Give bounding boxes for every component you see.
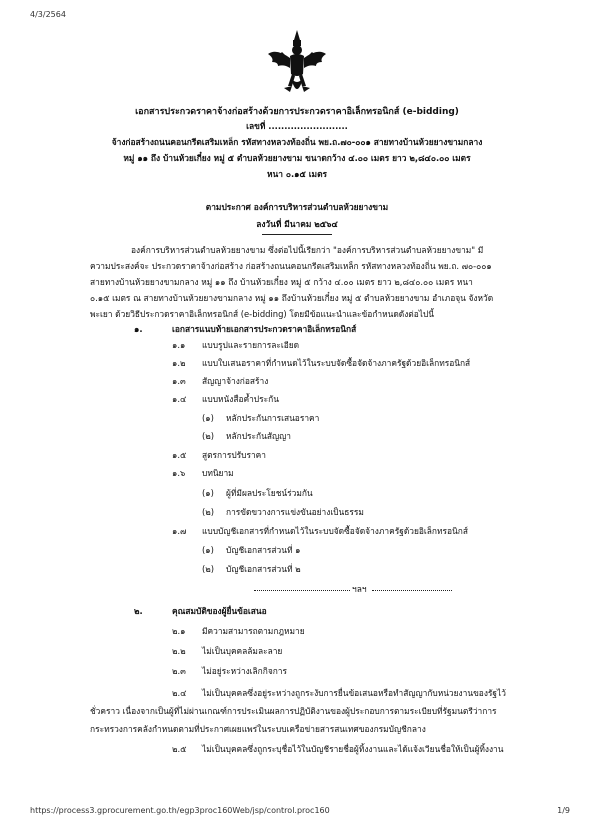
intro-line: ๐.๑๕ เมตร ณ สายทางบ้านห้วยยางขามกลาง หมู่ ๑๑ ถึงบ้านห้วยเกี๋ยง หมู่ ๕ ตำบลห้วยยางขาม อำเภอจุน จังหวัด: [90, 293, 494, 303]
item-number: ๒.๕: [172, 744, 187, 754]
subitem-text: หลักประกันการเสนอราคา: [226, 413, 320, 423]
item-number: ๑.๗: [172, 526, 187, 536]
section-number: ๒.: [134, 606, 143, 616]
item-number: ๑.๕: [172, 450, 187, 460]
item-number: ๒.๒: [172, 646, 186, 656]
item-text: บทนิยาม: [202, 468, 234, 478]
project-line-1: จ้างก่อสร้างถนนคอนกรีตเสริมเหล็ก รหัสทางหลวงท้องถิ่น พย.ถ.๗๐-๐๐๑ สายทางบ้านห้วยยางขามกลาง: [111, 137, 483, 147]
intro-line: ความประสงค์จะ ประกวดราคาจ้างก่อสร้าง ก่อสร้างถนนคอนกรีตเสริมเหล็ก รหัสทางหลวงท้องถิ่น พย.ถ. ๗๐-๐๐๑: [90, 261, 492, 271]
project-line-3: หนา ๐.๑๕ เมตร: [266, 169, 328, 179]
item-text: แบบหนังสือค้ำประกัน: [202, 394, 279, 404]
garuda-emblem: [266, 28, 328, 100]
subitem-number: (๒): [202, 431, 215, 441]
item-number: ๑.๔: [172, 394, 187, 404]
section-title: คุณสมบัติของผู้ยื่นข้อเสนอ: [172, 606, 267, 616]
print-date: 4/3/2564: [30, 10, 66, 19]
document-number: เลขที่ .........................: [246, 121, 348, 131]
item-text: สัญญาจ้างก่อสร้าง: [202, 376, 269, 386]
intro-line: สายทางบ้านห้วยยางขามกลาง หมู่ ๑๑ ถึง บ้านห้วยเกี๋ยง หมู่ ๕ กว้าง ๔.๐๐ เมตร ยาว ๒,๘๔๐.๐๐ เมตร หนา: [90, 277, 473, 287]
item-number: ๑.๒: [172, 358, 186, 368]
project-line-2: หมู่ ๑๑ ถึง บ้านห้วยเกี๋ยง หมู่ ๕ ตำบลห้วยยางขาม ขนาดกว้าง ๔.๐๐ เมตร ยาว ๒,๘๔๐.๐๐ เมตร: [123, 153, 471, 163]
page-number: 1/9: [557, 806, 570, 815]
subitem-number: (๑): [202, 545, 214, 555]
item-text: ไม่เป็นบุคคลล้มละลาย: [202, 646, 283, 656]
subitem-number: (๑): [202, 413, 214, 423]
intro-line: พะเยา ด้วยวิธีประกวดราคาอิเล็กทรอนิกส์ (e-bidding) โดยมีข้อแนะนำและข้อกำหนดดังต่อไปนี้: [90, 309, 435, 319]
etc-divider-right: [372, 590, 452, 591]
item-text: สูตรการปรับราคา: [202, 450, 266, 460]
section-number: ๑.: [134, 324, 143, 334]
subitem-number: (๒): [202, 507, 215, 517]
date-line: ลงวันที่ มีนาคม ๒๕๖๔: [256, 219, 338, 229]
item-continuation: ชั่วคราว เนื่องจากเป็นผู้ที่ไม่ผ่านเกณฑ์การประเมินผลการปฏิบัติงานของผู้ประกอบการตามระเบียบที่รัฐมนตรีว่าการ: [90, 706, 497, 716]
subitem-text: การขัดขวางการแข่งขันอย่างเป็นธรรม: [226, 507, 364, 517]
document-title: เอกสารประกวดราคาจ้างก่อสร้างด้วยการประกวดราคาอิเล็กทรอนิกส์ (e-bidding): [135, 107, 459, 117]
item-text: ไม่อยู่ระหว่างเลิกกิจการ: [202, 666, 287, 676]
item-number: ๑.๖: [172, 468, 186, 478]
subitem-text: บัญชีเอกสารส่วนที่ ๒: [226, 564, 301, 574]
intro-line: องค์การบริหารส่วนตำบลห้วยยางขาม ซึ่งต่อไปนี้เรียกว่า "องค์การบริหารส่วนตำบลห้วยยางขาม" มี: [131, 245, 484, 255]
subitem-text: บัญชีเอกสารส่วนที่ ๑: [226, 545, 301, 555]
item-text: แบบรูปและรายการละเอียด: [202, 340, 300, 350]
announcement-line: ตามประกาศ องค์การบริหารส่วนตำบลห้วยยางขาม: [205, 202, 389, 212]
item-number: ๒.๔: [172, 688, 187, 698]
divider: [262, 234, 332, 235]
subitem-number: (๒): [202, 564, 215, 574]
item-continuation: กระทรวงการคลังกำหนดตามที่ประกาศเผยแพร่ในระบบเครือข่ายสารสนเทศของกรมบัญชีกลาง: [90, 724, 426, 734]
etc-mark: ฯลฯ: [352, 584, 367, 594]
item-number: ๒.๓: [172, 666, 186, 676]
item-text: แบบใบเสนอราคาที่กำหนดไว้ในระบบจัดซื้อจัดจ้างภาครัฐด้วยอิเล็กทรอนิกส์: [202, 358, 471, 368]
item-number: ๒.๑: [172, 626, 186, 636]
subitem-number: (๑): [202, 488, 214, 498]
item-text: ไม่เป็นบุคคลซึ่งอยู่ระหว่างถูกระงับการยื่นข้อเสนอหรือทำสัญญากับหน่วยงานของรัฐไว้: [202, 688, 506, 698]
item-text: ไม่เป็นบุคคลซึ่งถูกระบุชื่อไว้ในบัญชีรายชื่อผู้ทิ้งงานและได้แจ้งเวียนชื่อให้เป็นผู้ทิ้งงาน: [202, 744, 504, 754]
section-title: เอกสารแนบท้ายเอกสารประกวดราคาอิเล็กทรอนิกส์: [172, 324, 357, 334]
footer-url: https://process3.gprocurement.go.th/egp3proc160Web/jsp/control.proc160: [30, 806, 330, 815]
subitem-text: ผู้ที่มีผลประโยชน์ร่วมกัน: [226, 488, 313, 498]
item-number: ๑.๓: [172, 376, 186, 386]
item-text: มีความสามารถตามกฎหมาย: [202, 626, 305, 636]
etc-divider-left: [254, 590, 350, 591]
item-text: แบบบัญชีเอกสารที่กำหนดไว้ในระบบจัดซื้อจัดจ้างภาครัฐด้วยอิเล็กทรอนิกส์: [202, 526, 468, 536]
item-number: ๑.๑: [172, 340, 186, 350]
subitem-text: หลักประกันสัญญา: [226, 431, 291, 441]
